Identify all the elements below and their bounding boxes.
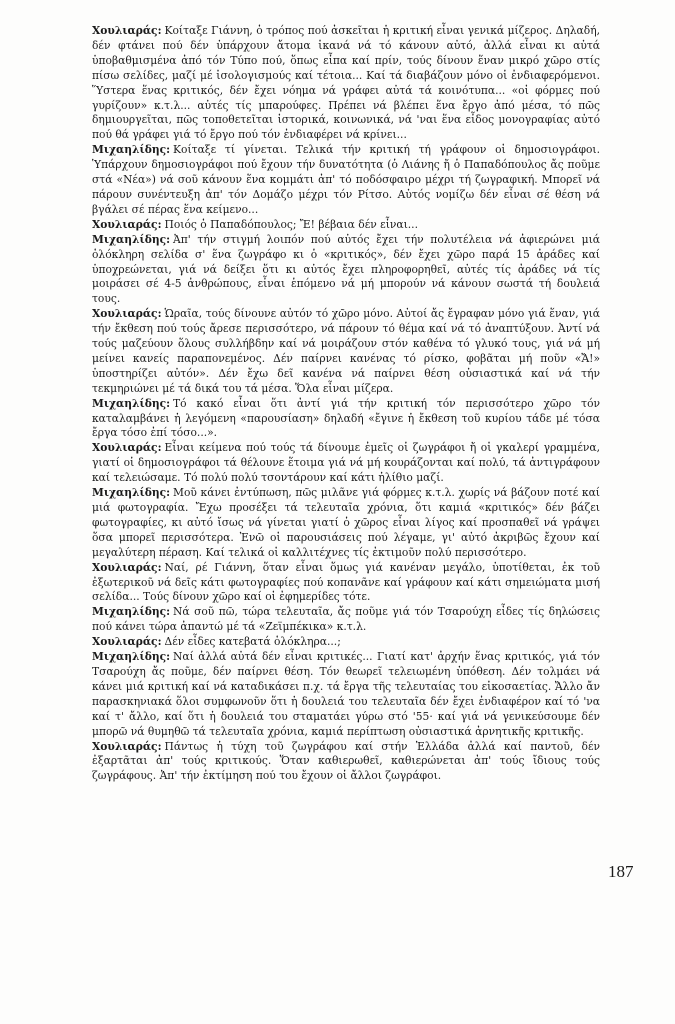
paragraph (92, 24, 600, 143)
speech-text: Κοίταξε Γιάννη, ὁ τρόπος πού ἀσκεῖται ἡ κριτική εἶναι γενικά μίζερος. Δηλαδή, δέν φτάνει πού δέν ὑπάρχουν ἄτομα ἱκανά νά τό κάνουν αὐτό, ἀλλά εἶναι κι αὐτά ὑποβαθμισμένα ἀπό τόν Τύπο πού, ὅπως εἶπα καί πρίν, τούς δίνουν ἕναν μικρό χῶρο στίς πίσω σελίδες, μαζί μέ ἰσολογισμούς καί τέτοια... Καί τά διαβάζουν μόνο οἱ ἐνδιαφερόμενοι. Ὕστερα ἕνας κριτικός, δέν ἔχει νόημα νά γράφει αὐτά τά κοινότυπα... «οἱ φόρμες πού γυρίζουν» κ.τ.λ... αὐτές τίς μπαρούφες. Πρέπει νά βλέπει ἕνα ἔργο ἀπό μέσα, τό πῶς δημιουργεῖται, πῶς τοποθετεῖται ἱστορικά, κοινωνικά, νά 'ναι ἕνα εἶδος μονογραφίας αὐτό πού θά γράφει γιά τό ἔργο πού τόν ἐνδιαφέρει νά κρίνει... (92, 24, 600, 142)
speech-text: Δέν εἶδες κατεβατά ὁλόκληρα...; (164, 635, 341, 649)
speaker-name: Μιχαηλίδης: (92, 232, 171, 246)
paragraph (92, 397, 600, 442)
speaker-name: Μιχαηλίδης: (92, 396, 171, 410)
speech-text: Ὡραῖα, τούς δίνουνε αὐτόν τό χῶρο μόνο. Αὐτοί ἄς ἔγραφαν μόνο γιά ἕναν, γιά τήν ἔκθεση πού τούς ἄρεσε περισσότερο, νά πάρουν τό θέμα καί νά τό ἀναπτύξουν. Ἀντί νά τούς μαζεύουν ὅλους συλλήβδην καί νά μοιράζουν στόν καθένα τό γλυκό τους, γιά νά μή μείνει κανείς παραπονεμένος. Δέν παίρνει κανένας τό ρίσκο, φοβᾶται μή ποῦν «Ἄ!» ὑποστηρίζει αὐτόν». Δέν ἔχω δεῖ κανένα νά παίρνει θέση οὐσιαστικά καί νά τήν τεκμηριώνει μέ τά δικά του τά μέσα. Ὅλα εἶναι μίζερα. (92, 307, 600, 395)
speaker-name: Χουλιαράς: (92, 560, 162, 574)
speaker-name: Χουλιαράς: (92, 635, 162, 649)
speaker-name: Μιχαηλίδης: (92, 650, 171, 664)
paragraph (92, 561, 600, 606)
paragraph (92, 650, 600, 739)
speech-text: Ποιός ὁ Παπαδόπουλος; Ἔ! βέβαια δέν εἶναι... (164, 217, 418, 231)
speech-text: Ναί ἀλλά αὐτά δέν εἶναι κριτικές... Γιατί κατ' ἀρχήν ἕνας κριτικός, γιά τόν Τσαρούχη ἄς ποῦμε, δέν παίρνει θέση. Τόν θεωρεῖ τελειωμένη ὑπόθεση. Δέν τολμάει νά κάνει μιά κριτική καί νά καταδικάσει π.χ. τά ἔργα τῆς τελευταίας του εἰκοσαετίας. Ἄλλο ἄν παρασκηνιακά ὅλοι συμφωνοῦν ὅτι ἡ δουλειά του τελευταῖα δέν ἔχει ἐνδιαφέρον καί τό 'να καί τ' ἄλλο, καί ὅτι ἡ δουλειά του σταματάει γύρω στό '55· καί γιά νά γενικεύσουμε δέν μπορῶ νά θυμηθῶ τά τελευταῖα χρόνια, καμιά περίπτωση οὐσιαστικά ἀρνητικῆς κριτικῆς. (92, 650, 600, 738)
speech-text: Εἶναι κείμενα πού τούς τά δίνουμε ἐμεῖς οἱ ζωγράφοι ἤ οἱ γκαλερί γραμμένα, γιατί οἱ δημοσιογράφοι τά θέλουνε ἕτοιμα γιά νά μή κουράζονται καί πολύ, τά ἀντιγράφουν καί τελειώσαμε. Τό πολύ πολύ τσοντάρουν καί κάτι ἠλίθιο μαζί. (92, 441, 600, 485)
speech-text: Κοίταξε τί γίνεται. Τελικά τήν κριτική τή γράφουν οἱ δημοσιογράφοι. Ὑπάρχουν δημοσιογράφοι πού ἔχουν τήν δυνατότητα (ὁ Λιάνης ἤ ὁ Παπαδόπουλος ἄς ποῦμε στά «Νέα») νά σοῦ κάνουν ἕνα κομμάτι ἀπ' τό ποδόσφαιρο μέχρι τή ζωγραφική. Μπορεῖ νά πάρουν συνέντευξη ἀπ' τόν Δομάζο μέχρι τόν Ρίτσο. Αὐτός νομίζω δέν εἶναι σέ θέση νά βγάλει σέ πέρας ἕνα κείμενο... (92, 143, 600, 216)
speech-text: Νά σοῦ πῶ, τώρα τελευταῖα, ἄς ποῦμε γιά τόν Τσαρούχη εἶδες τίς δηλώσεις πού κάνει τώρα ἀπαντώ μέ τά «Ζεϊμπέκικα» κ.τ.λ. (92, 605, 600, 634)
paragraph (92, 218, 600, 233)
speaker-name: Χουλιαράς: (92, 217, 162, 231)
speaker-name: Μιχαηλίδης: (92, 605, 171, 619)
speech-text: Ναί, ρέ Γιάννη, ὅταν εἶναι ὅμως γιά κανέναν μεγάλο, ὑποτίθεται, ἐκ τοῦ ἐξωτερικοῦ νά δεῖς κάτι φωτογραφίες πού κοπανᾶνε καί γράφουν καί κάτι σημειώματα μισή σελίδα... Τούς δίνουν χῶρο καί οἱ ἐφημερίδες τότε. (92, 560, 600, 604)
paragraph (92, 740, 600, 785)
speaker-name: Χουλιαράς: (92, 24, 162, 37)
speaker-name: Χουλιαράς: (92, 307, 162, 321)
interview-text (92, 24, 600, 784)
paragraph (92, 605, 600, 635)
speech-text: Μοῦ κάνει ἐντύπωση, πῶς μιλᾶνε γιά φόρμες κ.τ.λ. χωρίς νά βάζουν ποτέ καί μιά φωτογραφία. Ἔχω προσέξει τά τελευταῖα χρόνια, ὅτι καμιά «κριτικός» δέν βάζει φωτογραφίες, κι αὐτό ἴσως νά γίνεται γιατί ὁ χῶρος εἶναι λίγος καί προσπαθεῖ νά γράψει ὅσα μπορεῖ περισσότερα. Ἐνῶ οἱ παρουσιάσεις πού λέγαμε, γι' αὐτό ἀκριβῶς ἔχουν καί μεγαλύτερη πέραση. Καί τελικά οἱ καλλιτέχνες τίς ἐκτιμοῦν πολύ περισσότερο. (92, 486, 600, 559)
speaker-name: Χουλιαράς: (92, 441, 162, 455)
speech-text: Πάντως ἡ τύχη τοῦ ζωγράφου καί στήν Ἑλλάδα ἀλλά καί παντοῦ, δέν ἐξαρτᾶται ἀπ' τούς κριτικούς. Ὅταν καθιερωθεῖ, καθιερώνεται ἀπ' τούς ἴδιους τούς ζωγράφους. Ἀπ' τήν ἐκτίμηση πού του ἔχουν οἱ ἄλλοι ζωγράφοι. (92, 739, 600, 783)
speech-text: Ἀπ' τήν στιγμή λοιπόν πού αὐτός ἔχει τήν πολυτέλεια νά ἀφιερώνει μιά ὁλόκληρη σελίδα σ' ἕνα ζωγράφο κι ὁ «κριτικός», δέν ἔχει χῶρο παρά 15 ἀράδες καί ὑποχρεώνεται, γιά νά δείξει ὅτι κι αὐτός ἔχει πληροφορηθεῖ, αὐτές τίς ἀράδες νά τίς μοιράσει σέ 4-5 ἀνθρώπους, εἶναι ἑπόμενο νά μή μπορούν νά κάνουν σωστά τή δουλειά τους. (92, 232, 600, 306)
paragraph (92, 143, 600, 218)
speech-text: Τό κακό εἶναι ὅτι ἀντί γιά τήν κριτική τόν περισσότερο χῶρο τόν καταλαμβάνει ἡ λεγόμενη «παρουσίαση» δηλαδή «ἔγινε ἡ ἔκθεση τοῦ κυρίου τάδε μέ τόσα ἔργα τόσο ἐπί τόσο...». (92, 396, 600, 440)
paragraph (92, 635, 600, 650)
paragraph (92, 486, 600, 561)
speaker-name: Χουλιαράς: (92, 739, 162, 753)
speaker-name: Μιχαηλίδης: (92, 486, 171, 500)
paragraph (92, 307, 600, 396)
page-number: 187 (608, 862, 634, 881)
speaker-name: Μιχαηλίδης: (92, 143, 171, 157)
paragraph (92, 233, 600, 308)
paragraph (92, 441, 600, 486)
